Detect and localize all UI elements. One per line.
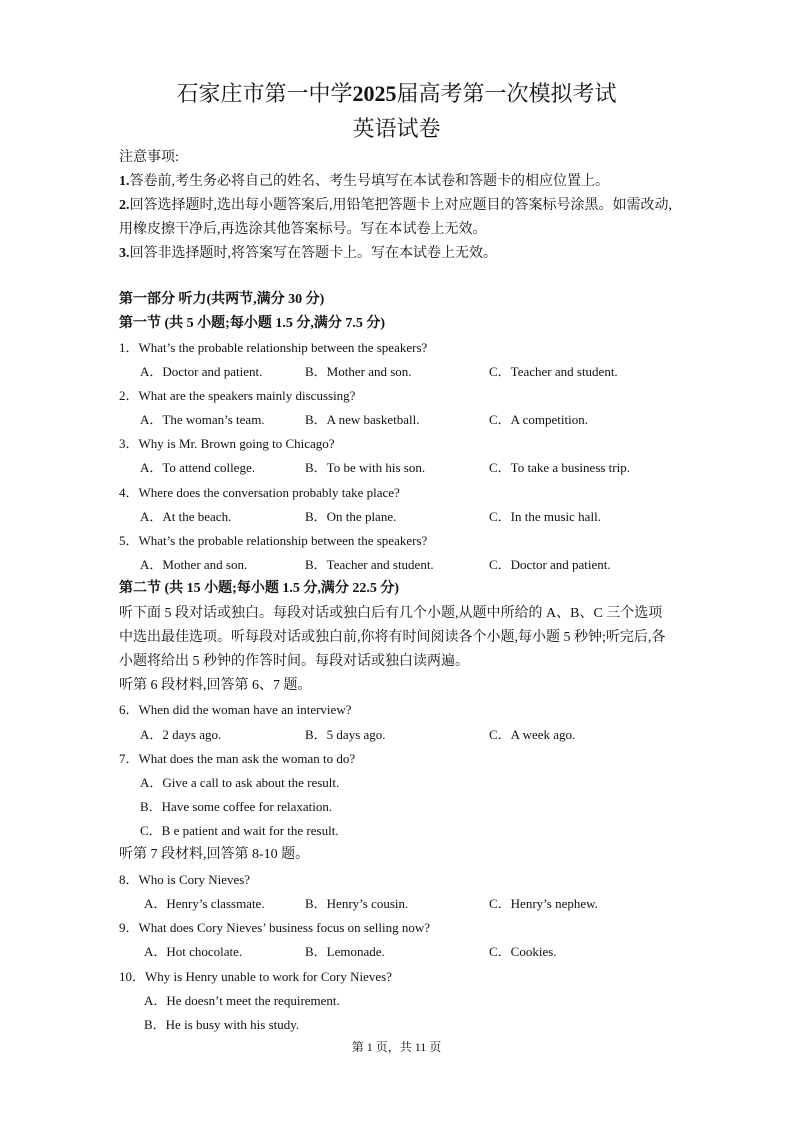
exam-subtitle: 英语试卷 [352, 116, 441, 141]
q4-option-c: C．In the music hall. [489, 509, 601, 524]
q6-option-c: C．A week ago. [489, 727, 576, 742]
section2-instructions-3: 小题将给出 5 秒钟的作答时间。每段对话或独白读两遍。 [119, 654, 469, 669]
question-8: 8．Who is Cory Nieves? [119, 872, 251, 887]
question-10: 10．Why is Henry unable to work for Cory Nieves? [119, 969, 392, 984]
q3-option-a: A．To attend college. [140, 460, 255, 475]
section1-heading: 第一节 (共 5 小题;每小题 1.5 分,满分 7.5 分) [119, 316, 385, 331]
question-9: 9．What does Cory Nieves’ business focus on selling now? [119, 920, 430, 935]
material-7-label: 听第 7 段材料,回答第 8-10 题。 [119, 847, 310, 862]
q2-option-c: C．A competition. [489, 412, 588, 427]
notice-heading: 注意事项: [119, 150, 179, 165]
q7-option-a: A．Give a call to ask about the result. [140, 775, 340, 790]
q3-option-b: B．To be with his son. [305, 460, 426, 475]
q7-option-b: B．Have some coffee for relaxation. [140, 799, 333, 814]
q9-option-a: A．Hot chocolate. [144, 944, 243, 959]
q2-option-a: A．The woman’s team. [140, 412, 265, 427]
q4-option-a: A．At the beach. [140, 509, 232, 524]
notice-item-1: 1.答卷前,考生务必将自己的姓名、考生号填写在本试卷和答题卡的相应位置上。 [119, 174, 609, 189]
material-6-label: 听第 6 段材料,回答第 6、7 题。 [119, 678, 312, 693]
page-footer: 第 1 页，共 11 页 [351, 1040, 442, 1054]
question-4: 4．Where does the conversation probably take place? [119, 485, 400, 500]
q7-option-c: C．B e patient and wait for the result. [140, 823, 339, 838]
question-5: 5．What’s the probable relationship between the speakers? [119, 533, 428, 548]
notice-item-2-cont: 用橡皮擦干净后,再选涂其他答案标号。写在本试卷上无效。 [119, 222, 487, 237]
question-2: 2．What are the speakers mainly discussing? [119, 388, 356, 403]
question-3: 3．Why is Mr. Brown going to Chicago? [119, 436, 335, 451]
q6-option-b: B．5 days ago. [305, 727, 386, 742]
q10-option-a: A．He doesn’t meet the requirement. [144, 993, 340, 1008]
question-7: 7．What does the man ask the woman to do? [119, 751, 356, 766]
q6-option-a: A．2 days ago. [140, 727, 222, 742]
q5-option-a: A．Mother and son. [140, 557, 248, 572]
q1-option-a: A．Doctor and patient. [140, 364, 263, 379]
q1-option-b: B．Mother and son. [305, 364, 412, 379]
section2-heading: 第二节 (共 15 小题;每小题 1.5 分,满分 22.5 分) [119, 581, 399, 596]
notice-item-3: 3.回答非选择题时,将答案写在答题卡上。写在本试卷上无效。 [119, 246, 497, 261]
q8-option-c: C．Henry’s nephew. [489, 896, 598, 911]
question-1: 1．What’s the probable relationship between the speakers? [119, 340, 428, 355]
question-6: 6．When did the woman have an interview? [119, 702, 352, 717]
q9-option-c: C．Cookies. [489, 944, 557, 959]
q5-option-b: B．Teacher and student. [305, 557, 434, 572]
exam-title: 石家庄市第一中学2025届高考第一次模拟考试 [176, 81, 617, 106]
q9-option-b: B．Lemonade. [305, 944, 385, 959]
q8-option-b: B．Henry’s cousin. [305, 896, 409, 911]
q4-option-b: B．On the plane. [305, 509, 397, 524]
section2-instructions-2: 中选出最佳选项。听每段对话或独白前,你将有时间阅读各个小题,每小题 5 秒钟;听完后,各 [119, 630, 666, 645]
notice-item-2: 2.回答选择题时,选出每小题答案后,用铅笔把答题卡上对应题目的答案标号涂黑。如需改动, [119, 198, 672, 213]
q10-option-b: B．He is busy with his study. [144, 1017, 300, 1032]
q3-option-c: C．To take a business trip. [489, 460, 630, 475]
q8-option-a: A．Henry’s classmate. [144, 896, 265, 911]
part1-heading: 第一部分 听力(共两节,满分 30 分) [119, 292, 325, 307]
q1-option-c: C．Teacher and student. [489, 364, 618, 379]
q2-option-b: B．A new basketball. [305, 412, 420, 427]
q5-option-c: C．Doctor and patient. [489, 557, 611, 572]
section2-instructions-1: 听下面 5 段对话或独白。每段对话或独白后有几个小题,从题中所给的 A、B、C 三个选项 [119, 606, 663, 621]
